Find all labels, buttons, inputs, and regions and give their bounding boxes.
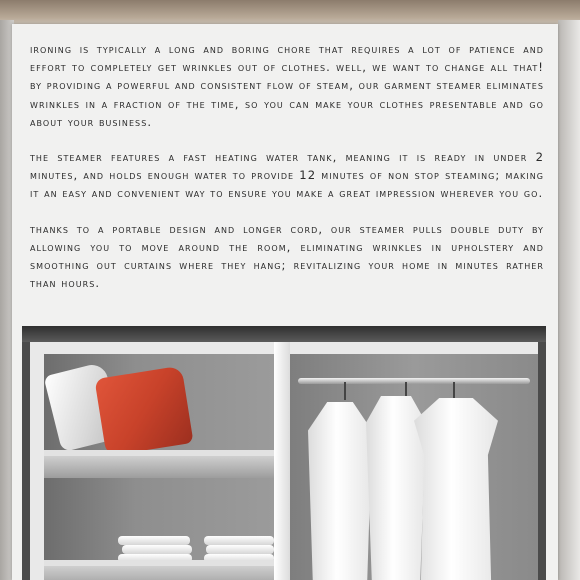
box-right-edge — [558, 20, 580, 580]
white-shirt — [308, 402, 372, 580]
paragraph-portable-design: thanks to a portable design and longer cord, our steamer pulls double duty by allowing you to move around the room, eliminating wrinkles in upholstery and smoothing out curtains where they hang; revitalizing your home in minutes rather than hours. — [30, 221, 544, 291]
clothes-rod — [298, 378, 530, 384]
description-text — [30, 40, 544, 309]
folded-towel — [204, 536, 274, 545]
product-description-panel — [12, 24, 558, 580]
middle-shelf — [44, 456, 274, 478]
paragraph-ironing: ironing is typically a long and boring chore that requires a lot of patience and effort to completely get wrinkles out of clothes. well, we want to change all that! by providing a powerful and consistent flow of steam, our garment steamer eliminates wrinkles in a fraction of the time, so you can make your clothes presentable and go about your business. — [30, 42, 545, 129]
white-shirt — [414, 398, 498, 580]
red-pillow — [94, 366, 193, 457]
folded-towel — [118, 536, 190, 545]
hanger-hook — [453, 382, 455, 400]
folded-towel — [206, 545, 274, 554]
bottom-shelf — [44, 566, 274, 580]
photo-top-band — [22, 326, 546, 342]
folded-towel — [122, 545, 192, 554]
hanger-hook — [344, 382, 346, 400]
closet-photo — [22, 326, 546, 580]
cabinet-divider — [274, 342, 290, 580]
paragraph-water-tank: the steamer features a fast heating water tank, meaning it is ready in under 2 minutes, and holds enough water to provide 12 minutes of non stop steaming; making it an easy and convenient way to ensure you make a great impression wherever you go. — [30, 150, 544, 201]
